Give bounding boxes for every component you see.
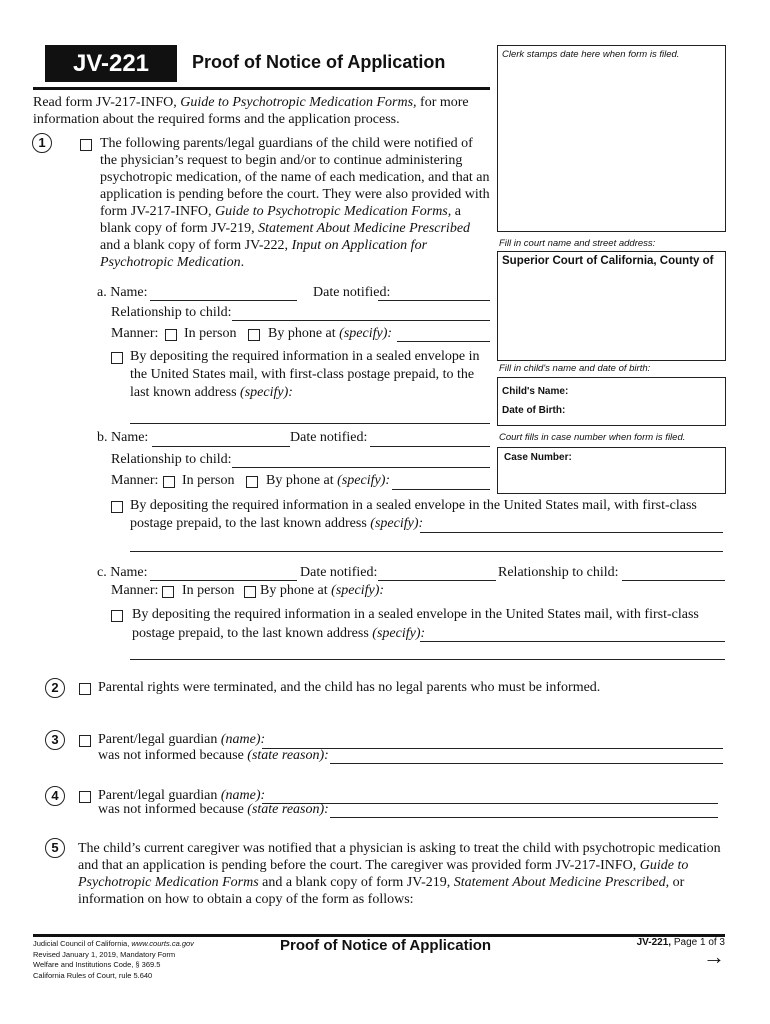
party-a-by-phone-checkbox[interactable] (248, 329, 260, 341)
page-number: JV-221, Page 1 of 3 (636, 937, 725, 948)
party-c-date-field[interactable] (378, 580, 496, 581)
party-b-relationship-field[interactable] (232, 467, 490, 468)
clerk-stamp-box (497, 45, 726, 232)
date-notified-label: Date notified: (313, 285, 391, 300)
header-rule (33, 87, 490, 90)
item-2-text: Parental rights were terminated, and the child has no legal parents who must be informed. (98, 680, 601, 695)
in-person-label: In person (184, 326, 237, 341)
child-info-box (497, 377, 726, 426)
item-number-1: 1 (32, 133, 52, 153)
manner-label: Manner: (111, 326, 159, 341)
case-number-box (497, 447, 726, 494)
form-page: JV-221 Proof of Notice of Application Clerk stamps date here when form is filed. Fill in court name and street address: Superior Court of California, County of Fill in child's name and date of birth: Child's Name: Date of Birth: Court fills in case number when form is filed. Case Number: Read form JV-217-INFO, Guide to Psychotropic Medication Forms, for more information about the required forms and the application process. 1 The following parents/legal guardians of the child were notified of the physician’s request to begin and/or to continue administering psychotropic medication, of the name of each medication, and that an application is pending before the court. They were also provided with form JV-217-INFO, Guide to Psychotropic Medication Forms, a blank copy of form JV-219, Statement About Medicine Prescribed and a blank copy of form JV-222, Input on Application for Psychotropic Medication. a. Name: Date notified: Relationship to child: Manner: In person By phone at (specify): By depositing the required information in a sealed envelope in the United States mail, with first-class postage prepaid, to the last known address (specify): b. Name: Date notified: Relationship to child: Manner: In person By phone at (specify): By depositing the required information in a sealed envelope in the United States mail, with first-class postage prepaid, to the last known address (specify): c. Name: Date notified: Relationship to child: Manner: In person By phone at (specify): By depositing the required information in a sealed envelope in the United States mail, with first-class postage prepaid, to the last known address (specify): 2 Parental rights were terminated, and the child has no legal parents who must be informed. 3 Parent/legal guardian (name): was not informed because (state reason): 4 Parent/legal guardian (name): was not informed because (state reason): 5 The child’s current caregiver was notified that a physician is asking to treat the child with psychotropic medication and that an application is pending before the court. The caregiver was provided form JV-217-INFO, Guide to Psychotropic Medication Forms and a blank copy of form JV-219, Statement About Medicine Prescribed, or information on how to obtain a copy of the form as follows: Judicial Council of California, www.courts.ca.gov Revised January 1, 2019, Mandatory Form Welfare and Institutions Code, § 369.5 California Rules of Court, rule 5.640 Proof of Notice of Application JV-221, Page 1 of 3 → (0, 0, 770, 1024)
party-c-address-field-2[interactable] (130, 659, 725, 660)
court-label: Fill in court name and street address: (499, 238, 656, 249)
child-name-field[interactable]: Child's Name: (502, 386, 569, 397)
party-c-mail-checkbox[interactable] (111, 610, 123, 622)
form-id-badge: JV-221 (45, 45, 177, 82)
footer-title: Proof of Notice of Application (280, 937, 492, 954)
by-phone-label: By phone at (specify): (268, 326, 393, 341)
party-a-name-field[interactable] (150, 300, 297, 301)
item-3-name-field[interactable] (262, 748, 723, 749)
item-4-name-field[interactable] (262, 803, 718, 804)
item-4-checkbox[interactable] (79, 791, 91, 803)
case-number-label: Court fills in case number when form is filed. (499, 432, 686, 443)
party-a-address-field[interactable] (130, 423, 490, 424)
case-number-field[interactable]: Case Number: (504, 452, 572, 463)
court-name-value: Superior Court of California, County of (502, 255, 714, 267)
clerk-stamp-label: Clerk stamps date here when form is filed. (502, 49, 680, 60)
party-b-phone-field[interactable] (392, 489, 490, 490)
relationship-label: Relationship to child: (111, 305, 232, 320)
intro-text: Read form JV-217-INFO, Guide to Psychotropic Medication Forms, for more information about the required forms and the application process. (33, 95, 469, 127)
party-b-date-field[interactable] (370, 446, 490, 447)
next-page-arrow-icon: → (703, 944, 725, 969)
party-b-address-field[interactable] (420, 532, 723, 533)
party-b-by-phone-checkbox[interactable] (246, 476, 258, 488)
item-number-3: 3 (45, 730, 65, 750)
item-3-checkbox[interactable] (79, 735, 91, 747)
footer-citation: Judicial Council of California, www.courts.ca.gov Revised January 1, 2019, Mandatory Form Welfare and Institutions Code, § 369.5 California Rules of Court, rule 5.640 (33, 939, 194, 980)
party-c-by-phone-checkbox[interactable] (244, 586, 256, 598)
party-a-phone-field[interactable] (397, 341, 490, 342)
item-4-reason-field[interactable] (330, 817, 718, 818)
party-a-in-person-checkbox[interactable] (165, 329, 177, 341)
party-a-date-field[interactable] (378, 300, 490, 301)
item-2-checkbox[interactable] (79, 683, 91, 695)
item-number-2: 2 (45, 678, 65, 698)
page-title: Proof of Notice of Application (192, 52, 446, 72)
item-number-5: 5 (45, 838, 65, 858)
party-a-mail-checkbox[interactable] (111, 352, 123, 364)
party-c-name-field[interactable] (150, 580, 297, 581)
court-name-field[interactable] (497, 251, 726, 361)
party-b-mail-checkbox[interactable] (111, 501, 123, 513)
item-3-reason-field[interactable] (330, 763, 723, 764)
party-c-address-field[interactable] (420, 641, 725, 642)
item-1-text: The following parents/legal guardians of the child were notified of the physician’s request to begin and/or to continue administering psychotropic medication, of the name of each medication, and that an application is pending before the court. They were also provided with form JV-217-INFO, Guide to Psychotropic Medication Forms, a blank copy of form JV-219, Statement About Medicine Prescribed and a blank copy of form JV-222, Input on Application for Psychotropic Medication. (100, 136, 490, 270)
party-a-relationship-field[interactable] (232, 320, 490, 321)
party-b-address-field-2[interactable] (130, 551, 723, 552)
date-of-birth-field[interactable]: Date of Birth: (502, 405, 566, 416)
party-c-relationship-field[interactable] (622, 580, 725, 581)
party-c-in-person-checkbox[interactable] (162, 586, 174, 598)
item-1-checkbox[interactable] (80, 139, 92, 151)
party-b-in-person-checkbox[interactable] (163, 476, 175, 488)
party-b-name-field[interactable] (152, 446, 290, 447)
item-number-4: 4 (45, 786, 65, 806)
child-info-label: Fill in child's name and date of birth: (499, 363, 651, 374)
item-5-text: The child’s current caregiver was notified that a physician is asking to treat the child with psychotropic medication and that an application is pending before the court. The caregiver was provided form JV-217-INFO, Guide to Psychotropic Medication Forms and a blank copy of form JV-219, Statement About Medicine Prescribed, or information on how to obtain a copy of the form as follows: (78, 841, 721, 907)
